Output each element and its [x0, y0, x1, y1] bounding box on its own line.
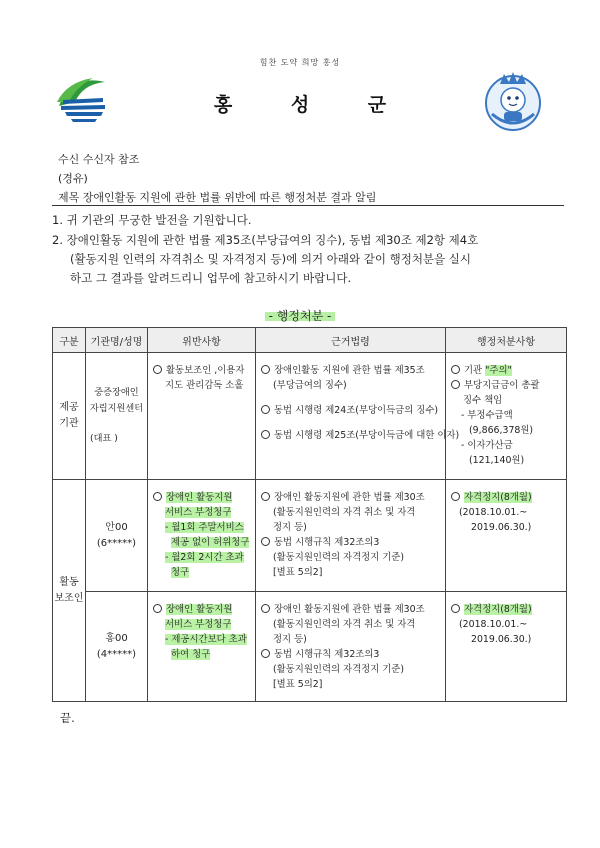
- circle-bullet-icon: [261, 405, 270, 414]
- person-name-cell: [86, 592, 148, 702]
- disposition-line: (2018.10.01.~: [459, 619, 528, 630]
- slogan: 힘찬 도약 희망 홍성: [259, 58, 341, 67]
- disposition-cell: [446, 480, 567, 592]
- disposition-highlight: 자격정지(8개월): [464, 604, 532, 615]
- law-line: 동법 시행령 제25조(부당이득금에 대한 이자): [274, 430, 460, 441]
- paragraph-2-line-3: 하고 그 결과를 알려드리니 업무에 참고하시기 바랍니다.: [70, 271, 352, 285]
- circle-bullet-icon: [153, 365, 162, 374]
- circle-bullet-icon: [451, 365, 460, 374]
- law-line: 장애인활동 지원에 관한 법률 제35조: [274, 365, 425, 376]
- header-disposition: 행정처분사항: [446, 328, 567, 353]
- circle-bullet-icon: [261, 492, 270, 501]
- agency-name-line: 자립지원센터: [89, 403, 144, 414]
- disposition-line: 징수 책임: [463, 395, 503, 406]
- violation-line: 서비스 부정청구: [165, 507, 232, 518]
- violation-line: - 제공시간보다 초과: [165, 634, 247, 645]
- disposition-cell: [446, 353, 567, 480]
- violation-line: 하여 청구: [171, 649, 211, 660]
- law-line: (부당급여의 징수): [273, 380, 347, 391]
- person-id: (4*****): [96, 648, 137, 660]
- law-line: 정지 등): [273, 522, 307, 533]
- person-name: 홍00: [105, 632, 128, 644]
- disposition-table: [52, 327, 567, 702]
- table-row: [53, 480, 567, 592]
- law-line: 동법 시행령 제24조(부당이득금의 징수): [274, 405, 439, 416]
- violation-line: 장애인 활동지원: [166, 604, 233, 615]
- violation-cell: [148, 592, 256, 702]
- law-line: [별표 5의2]: [273, 679, 323, 690]
- disposition-line: (2018.10.01.~: [459, 507, 528, 518]
- subject: 제목 장애인활동 지원에 관한 법률 위반에 따른 행정처분 결과 알림: [58, 191, 377, 204]
- law-line: 동법 시행규칙 제32조의3: [274, 537, 380, 548]
- disposition-line: 2019.06.30.): [471, 522, 532, 533]
- circle-bullet-icon: [451, 492, 460, 501]
- violation-line: 제공 없이 허위청구: [171, 537, 250, 548]
- person-id: (6*****): [96, 537, 137, 549]
- disposition-highlight: "주의": [485, 365, 512, 376]
- circle-bullet-icon: [451, 380, 460, 389]
- law-line: [별표 5의2]: [273, 567, 323, 578]
- table-row: [53, 592, 567, 702]
- header-legal-basis: 근거법령: [256, 328, 446, 353]
- law-line: (활동지원인력의 자격 취소 및 자격: [273, 619, 416, 630]
- violation-line: - 월1회 주말서비스: [165, 522, 244, 533]
- group-provider: 제공 기관: [53, 353, 86, 480]
- header-violation: 위반사항: [148, 328, 256, 353]
- table-header-row: [53, 328, 567, 353]
- law-line: (활동지원인력의 자격정지 기준): [273, 664, 405, 675]
- circle-bullet-icon: [451, 604, 460, 613]
- circle-bullet-icon: [153, 492, 162, 501]
- legal-basis-cell: [256, 592, 446, 702]
- circle-bullet-icon: [153, 604, 162, 613]
- via: (경유): [58, 172, 88, 185]
- person-name: 안00: [105, 521, 128, 533]
- circle-bullet-icon: [261, 604, 270, 613]
- legal-basis-cell: [256, 480, 446, 592]
- legal-basis-cell: [256, 353, 460, 480]
- law-line: 정지 등): [273, 634, 307, 645]
- paragraph-1: 1. 귀 기관의 무궁한 발전을 기원합니다.: [52, 213, 252, 227]
- section-title: - 행정처분 -: [0, 307, 600, 324]
- agency-name-line: 중증장애인: [94, 387, 139, 398]
- hongseong-mascot-icon: [482, 70, 544, 132]
- violation-line: 활동보조인 ,이용자: [166, 365, 245, 376]
- violation-line: - 월2회 2시간 초과: [165, 552, 244, 563]
- table-row: [53, 353, 567, 480]
- violation-line: 지도 관리감독 소홀: [165, 380, 244, 391]
- circle-bullet-icon: [261, 649, 270, 658]
- representative-line: (대표 ): [90, 433, 118, 444]
- disposition-line: (9,866,378원): [469, 425, 534, 436]
- disposition-line: 기관: [464, 365, 486, 376]
- circle-bullet-icon: [261, 430, 270, 439]
- header-name: 기관명/성명: [86, 328, 148, 353]
- disposition-line: - 부정수급액: [461, 410, 513, 421]
- violation-cell: [148, 480, 256, 592]
- group-assistant: 활동 보조인: [53, 480, 86, 702]
- law-line: (활동지원인력의 자격 취소 및 자격: [273, 507, 416, 518]
- disposition-line: 부당지급금이 총괄: [464, 380, 540, 391]
- recipient: 수신 수신자 참조: [58, 153, 140, 166]
- violation-line: 장애인 활동지원: [166, 492, 233, 503]
- subject-divider: [52, 205, 564, 206]
- agency-title: 홍 성 군: [213, 94, 413, 116]
- violation-cell: [148, 353, 256, 480]
- paragraph-2-line-2: (활동지원 인력의 자격취소 및 자격정지 등)에 의거 아래와 같이 행정처분을 실시: [70, 252, 472, 266]
- disposition-cell: [446, 592, 567, 702]
- law-line: 장애인 활동지원에 관한 법률 제30조: [274, 604, 425, 615]
- violation-line: 서비스 부정청구: [165, 619, 232, 630]
- disposition-line: 2019.06.30.): [471, 634, 532, 645]
- circle-bullet-icon: [261, 365, 270, 374]
- disposition-line: (121,140원): [469, 455, 525, 466]
- law-line: (활동지원인력의 자격정지 기준): [273, 552, 405, 563]
- person-name-cell: [86, 480, 148, 592]
- law-line: 동법 시행규칙 제32조의3: [274, 649, 380, 660]
- disposition-highlight: 자격정지(8개월): [464, 492, 532, 503]
- violation-line: 청구: [171, 567, 190, 578]
- paragraph-2-line-1: 2. 장애인활동 지원에 관한 법률 제35조(부당급여의 징수), 동법 제30조 제2항 제4호: [52, 233, 479, 247]
- disposition-line: - 이자가산금: [461, 440, 513, 451]
- law-line: 장애인 활동지원에 관한 법률 제30조: [274, 492, 425, 503]
- agency-name-cell: [86, 353, 148, 480]
- end-mark: 끝.: [60, 711, 75, 725]
- header-category: 구분: [53, 328, 86, 353]
- circle-bullet-icon: [261, 537, 270, 546]
